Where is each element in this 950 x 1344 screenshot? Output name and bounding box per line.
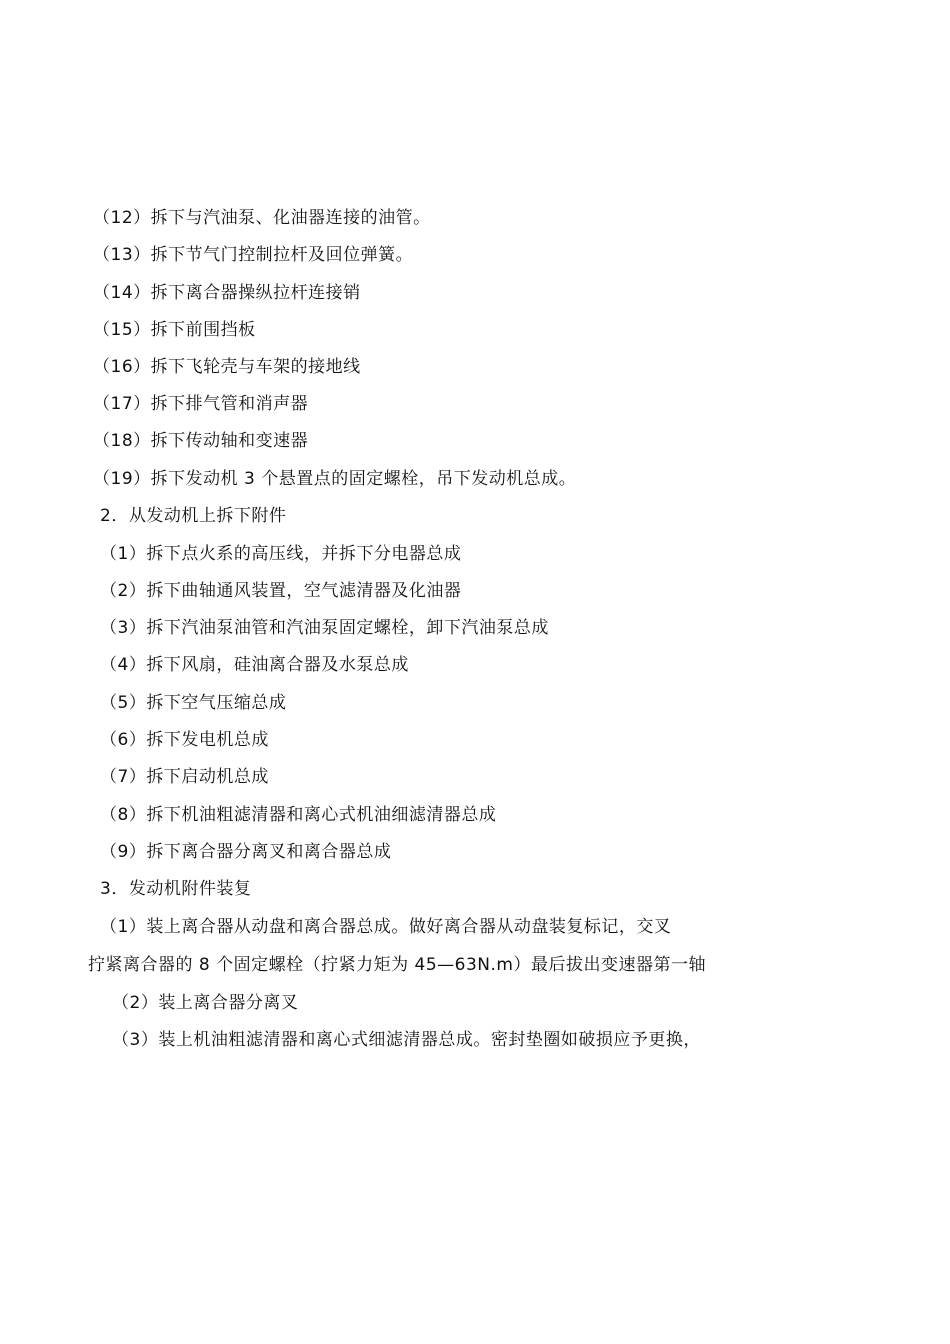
text-line-19: （19）拆下发动机 3 个悬置点的固定螺栓，吊下发动机总成。 <box>93 469 577 489</box>
text-line-2-6: （6）拆下发电机总成 <box>100 730 269 750</box>
text-line-15: （15）拆下前围挡板 <box>93 320 256 340</box>
text-line-17: （17）拆下排气管和消声器 <box>93 394 309 414</box>
text-line-2-1: （1）拆下点火系的高压线，并拆下分电器总成 <box>100 544 462 564</box>
text-line-2-4: （4）拆下风扇，硅油离合器及水泵总成 <box>100 655 409 675</box>
text-line-2-7: （7）拆下启动机总成 <box>100 767 269 787</box>
text-line-12: （12）拆下与汽油泵、化油器连接的油管。 <box>93 208 431 228</box>
text-line-3-3: （3）装上机油粗滤清器和离心式细滤清器总成。密封垫圈如破损应予更换， <box>112 1030 701 1050</box>
text-line-2-5: （5）拆下空气压缩总成 <box>100 693 287 713</box>
text-line-18: （18）拆下传动轴和变速器 <box>93 431 309 451</box>
text-line-16: （16）拆下飞轮壳与车架的接地线 <box>93 357 361 377</box>
text-line-13: （13）拆下节气门控制拉杆及回位弹簧。 <box>93 245 414 265</box>
text-line-3-1: （1）装上离合器从动盘和离合器总成。做好离合器从动盘装复标记，交叉 <box>100 917 672 937</box>
text-line-2-3: （3）拆下汽油泵油管和汽油泵固定螺栓，卸下汽油泵总成 <box>100 618 549 638</box>
text-line-2-8: （8）拆下机油粗滤清器和离心式机油细滤清器总成 <box>100 805 497 825</box>
text-line-3-1-cont: 拧紧离合器的 8 个固定螺栓（拧紧力矩为 45—63N.m）最后拔出变速器第一轴 <box>88 955 706 975</box>
section-heading-2: 2．从发动机上拆下附件 <box>100 506 287 526</box>
text-line-2-2: （2）拆下曲轴通风装置，空气滤清器及化油器 <box>100 581 462 601</box>
section-heading-3: 3．发动机附件装复 <box>100 879 252 899</box>
text-line-3-2: （2）装上离合器分离叉 <box>112 993 299 1013</box>
text-line-2-9: （9）拆下离合器分离叉和离合器总成 <box>100 842 392 862</box>
text-line-14: （14）拆下离合器操纵拉杆连接销 <box>93 283 361 303</box>
